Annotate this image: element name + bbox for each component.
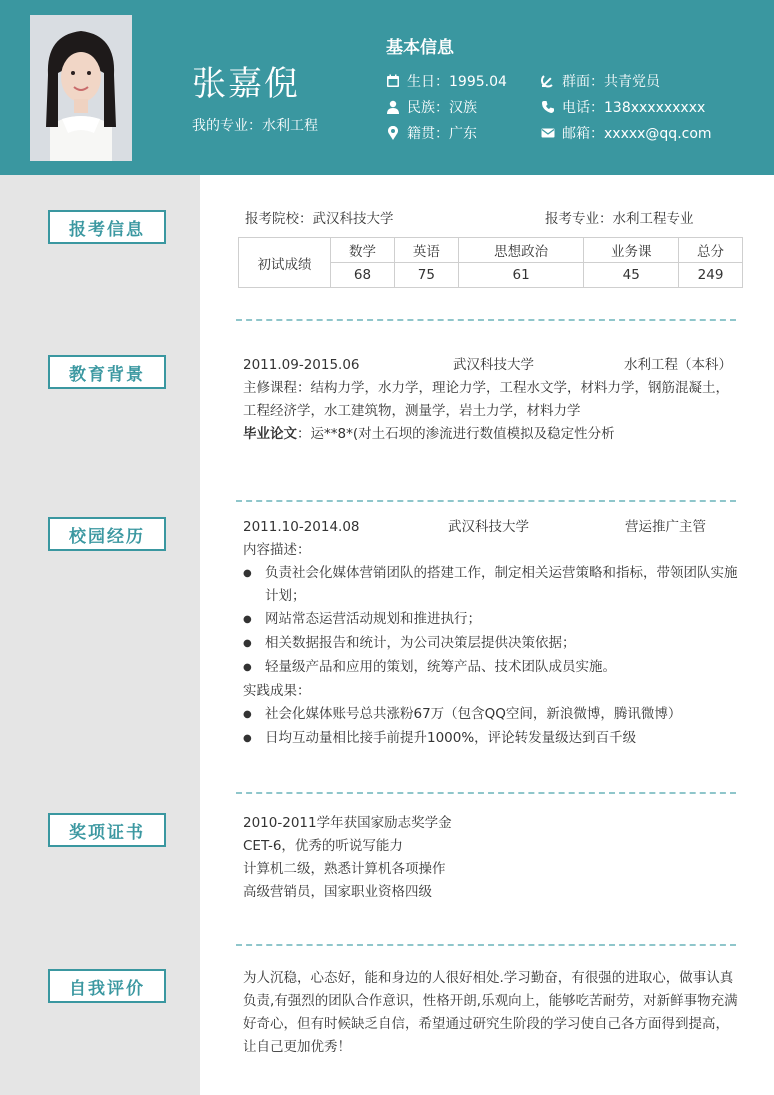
phone-item [541,97,705,117]
email-text: 邮箱：xxxxx@qq.com [562,126,712,142]
politics-item [541,71,660,91]
education-thesis [243,423,733,446]
campus-period: 2011.10-2014.08 [243,519,360,535]
list-item: ● 相关数据报告和统计，为公司决策层提供决策依据； [243,632,738,656]
section-label-apply: 报考信息 [48,210,166,244]
score-table [238,237,743,288]
list-item: ● 负责社会化媒体营销团队的搭建工作，制定相关运营策略和指标，带领团队实施计划； [243,562,738,608]
resume-header [0,0,774,175]
score-header: 数学 [331,238,395,263]
score-value: 45 [584,263,679,288]
hammer-sickle-icon [541,74,555,88]
score-header: 总分 [679,238,743,263]
section-label-awards: 奖项证书 [48,813,166,847]
apply-school: 报考院校：武汉科技大学 [245,211,394,227]
campus-block [243,516,738,751]
score-value: 75 [394,263,458,288]
divider [236,319,736,321]
score-value: 249 [679,263,743,288]
phone-icon [541,100,555,114]
awards-block [243,812,452,904]
divider [236,944,736,946]
score-row-label: 初试成绩 [239,238,331,288]
campus-org: 武汉科技大学 [448,519,529,535]
self-eval-line: 负责,有强烈的团队合作意识，性格开朗,乐观向上，能够吃苦耐劳，对新鲜事物充满 [243,993,738,1009]
award-item: 2010-2011学年获国家励志奖学金 [243,815,452,831]
section-label-education: 教育背景 [48,355,166,389]
list-item: ● 网站常态运营活动规划和推进执行； [243,608,738,632]
score-value: 68 [331,263,395,288]
ethnicity-item [386,97,477,117]
education-period: 2011.09-2015.06 [243,357,360,373]
envelope-icon [541,126,555,140]
education-degree: 水利工程（本科） [624,357,732,373]
section-label-campus: 校园经历 [48,517,166,551]
award-item: CET-6，优秀的听说写能力 [243,838,403,854]
self-eval-line: 好奇心，但有时候缺乏自信，希望通过研究生阶段的学习使自己各方面得到提高， [243,1016,729,1032]
score-header: 英语 [394,238,458,263]
education-courses: 主修课程：结构力学，水力学，理论力学，工程水文学，材料力学，钢筋混凝土， [243,380,729,396]
divider [236,500,736,502]
score-value: 61 [458,263,584,288]
politics-text: 群面：共青党员 [562,74,660,90]
list-item: ● 轻量级产品和应用的策划，统筹产品、技术团队成员实施。 [243,656,738,680]
ethnicity-text: 民族：汉族 [407,100,477,116]
campus-result-label: 实践成果： [243,683,311,699]
self-eval-block [243,967,743,1059]
candidate-name: 张嘉倪 [192,64,300,104]
divider [236,792,736,794]
sidebar [0,175,200,1095]
section-label-self: 自我评价 [48,969,166,1003]
apply-major: 报考专业：水利工程专业 [545,211,694,227]
score-header: 思想政治 [458,238,584,263]
award-item: 高级营销员，国家职业资格四级 [243,884,432,900]
list-item: ● 社会化媒体账号总共涨粉67万（包含QQ空间，新浪微博，腾讯微博） [243,703,738,727]
education-block [243,354,733,446]
education-school: 武汉科技大学 [453,357,534,373]
profile-photo [30,15,132,161]
user-icon [386,100,400,114]
candidate-major: 我的专业：水利工程 [192,118,318,134]
email-item [541,123,712,143]
origin-text: 籍贯：广东 [407,126,477,142]
location-pin-icon [386,126,400,140]
campus-role: 营运推广主管 [625,519,706,535]
self-eval-line: 为人沉稳，心态好，能和身边的人很好相处.学习勤奋，有很强的进取心，做事认真 [243,970,734,986]
origin-item [386,123,477,143]
list-item: ● 日均互动量相比接手前提升1000%，评论转发量级达到百千级 [243,727,738,751]
thesis-label: 毕业论文 [243,426,297,442]
basic-info-title: 基本信息 [386,38,454,58]
calendar-icon [386,74,400,88]
award-item: 计算机二级，熟悉计算机各项操作 [243,861,446,877]
self-eval-line: 让自己更加优秀！ [243,1039,351,1055]
thesis-text: ：运**8*(对土石坝的渗流进行数值模拟及稳定性分析 [297,426,615,442]
birthday-item [386,71,507,91]
campus-desc-label: 内容描述： [243,542,311,558]
education-courses: 工程经济学，水工建筑物，测量学，岩土力学，材料力学 [243,403,581,419]
score-header: 业务课 [584,238,679,263]
birthday-text: 生日：1995.04 [407,74,507,90]
phone-text: 电话：138xxxxxxxxx [562,100,706,116]
